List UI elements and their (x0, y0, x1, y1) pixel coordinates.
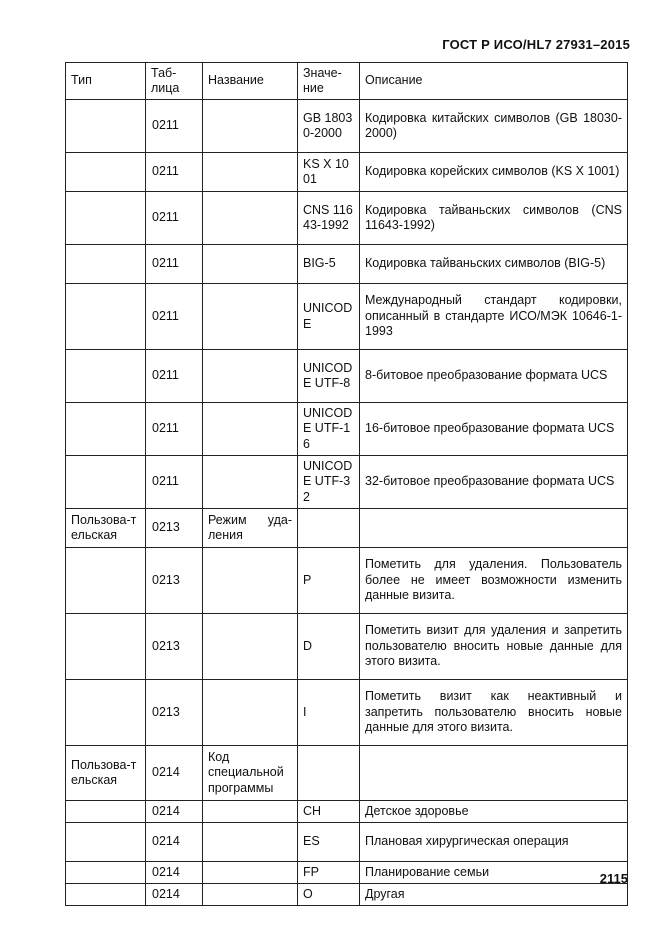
cell-table: 0211 (146, 100, 203, 153)
table-row (66, 192, 628, 245)
cell-name (203, 192, 298, 245)
cell-table: 0214 (146, 823, 203, 862)
cell-type: Пользова-тельская (66, 509, 146, 548)
cell-table: 0214 (146, 884, 203, 906)
cell-value: UNICODE UTF-16 (298, 403, 360, 456)
cell-description: 32-битовое преобразование формата UCS (360, 456, 628, 509)
table-row (66, 823, 628, 862)
cell-type (66, 284, 146, 350)
table-row (66, 100, 628, 153)
cell-description: Кодировка корейских символов (KS X 1001) (360, 153, 628, 192)
table-row (66, 548, 628, 614)
cell-value: I (298, 680, 360, 746)
table-header-row (66, 63, 628, 100)
cell-value: KS X 1001 (298, 153, 360, 192)
header-description: Описание (360, 63, 628, 100)
cell-name (203, 862, 298, 884)
cell-type (66, 100, 146, 153)
cell-type (66, 614, 146, 680)
cell-table: 0213 (146, 509, 203, 548)
cell-description: Кодировка тайваньских символов (BIG-5) (360, 245, 628, 284)
cell-value: UNICODE UTF-8 (298, 350, 360, 403)
cell-type (66, 823, 146, 862)
cell-table: 0211 (146, 192, 203, 245)
cell-value: FP (298, 862, 360, 884)
cell-name (203, 680, 298, 746)
cell-name (203, 884, 298, 906)
cell-type (66, 456, 146, 509)
cell-name (203, 456, 298, 509)
cell-table: 0214 (146, 746, 203, 801)
cell-table: 0213 (146, 548, 203, 614)
cell-value: ES (298, 823, 360, 862)
cell-table: 0213 (146, 614, 203, 680)
table-row (66, 245, 628, 284)
cell-table: 0213 (146, 680, 203, 746)
cell-description: 16-битовое преобразование формата UCS (360, 403, 628, 456)
table-row (66, 284, 628, 350)
cell-name (203, 245, 298, 284)
cell-value (298, 509, 360, 548)
cell-name (203, 284, 298, 350)
table-row (66, 509, 628, 548)
table-row (66, 456, 628, 509)
cell-value: O (298, 884, 360, 906)
cell-name (203, 801, 298, 823)
table-row (66, 153, 628, 192)
cell-type (66, 192, 146, 245)
cell-description: 8-битовое преобразование формата UCS (360, 350, 628, 403)
cell-name (203, 100, 298, 153)
cell-type (66, 884, 146, 906)
header-name: Название (203, 63, 298, 100)
cell-table: 0214 (146, 862, 203, 884)
cell-type (66, 801, 146, 823)
cell-value: P (298, 548, 360, 614)
cell-type (66, 245, 146, 284)
table-row (66, 614, 628, 680)
cell-name (203, 548, 298, 614)
table-row (66, 746, 628, 801)
cell-description: Пометить визит для удаления и запретить пользователю вносить новые данные для этого визита. (360, 614, 628, 680)
cell-name (203, 823, 298, 862)
table-row (66, 350, 628, 403)
table-row (66, 862, 628, 884)
cell-type (66, 548, 146, 614)
cell-type: Пользова-тельская (66, 746, 146, 801)
cell-table: 0214 (146, 801, 203, 823)
cell-description: Кодировка тайваньских символов (CNS 11643-1992) (360, 192, 628, 245)
cell-value: GB 18030-2000 (298, 100, 360, 153)
cell-description: Плановая хирургическая операция (360, 823, 628, 862)
cell-description: Планирование семьи (360, 862, 628, 884)
code-table (65, 62, 628, 906)
header-type: Тип (66, 63, 146, 100)
cell-description (360, 509, 628, 548)
table-row (66, 680, 628, 746)
cell-name (203, 350, 298, 403)
cell-type (66, 350, 146, 403)
cell-type (66, 403, 146, 456)
cell-name: Код специальной программы (203, 746, 298, 801)
cell-type (66, 680, 146, 746)
cell-name (203, 403, 298, 456)
cell-value: UNICODE UTF-32 (298, 456, 360, 509)
cell-table: 0211 (146, 245, 203, 284)
cell-type (66, 153, 146, 192)
cell-name (203, 614, 298, 680)
cell-value (298, 746, 360, 801)
page-number: 2115 (599, 871, 628, 886)
cell-table: 0211 (146, 284, 203, 350)
cell-value: CH (298, 801, 360, 823)
table-row (66, 801, 628, 823)
cell-description: Кодировка китайских символов (GB 18030-2000) (360, 100, 628, 153)
table-row (66, 403, 628, 456)
table-row (66, 884, 628, 906)
cell-description: Международный стандарт кодировки, описанный в стандарте ИСО/МЭК 10646-1-1993 (360, 284, 628, 350)
cell-type (66, 862, 146, 884)
cell-value: UNICODE (298, 284, 360, 350)
cell-value: BIG-5 (298, 245, 360, 284)
header-value: Значе- ние (298, 63, 360, 100)
cell-value: D (298, 614, 360, 680)
cell-table: 0211 (146, 350, 203, 403)
cell-table: 0211 (146, 403, 203, 456)
cell-description (360, 746, 628, 801)
cell-table: 0211 (146, 153, 203, 192)
document-code: ГОСТ Р ИСО/HL7 27931–2015 (442, 37, 630, 52)
cell-description: Другая (360, 884, 628, 906)
cell-table: 0211 (146, 456, 203, 509)
cell-description: Детское здоровье (360, 801, 628, 823)
cell-value: CNS 11643-1992 (298, 192, 360, 245)
cell-name (203, 153, 298, 192)
cell-name: Режим уда-ления (203, 509, 298, 548)
cell-description: Пометить визит как неактивный и запретить пользователю вносить новые данные для этого визита. (360, 680, 628, 746)
header-table: Таб- лица (146, 63, 203, 100)
cell-description: Пометить для удаления. Пользователь более не имеет возможности изменить данные визита. (360, 548, 628, 614)
